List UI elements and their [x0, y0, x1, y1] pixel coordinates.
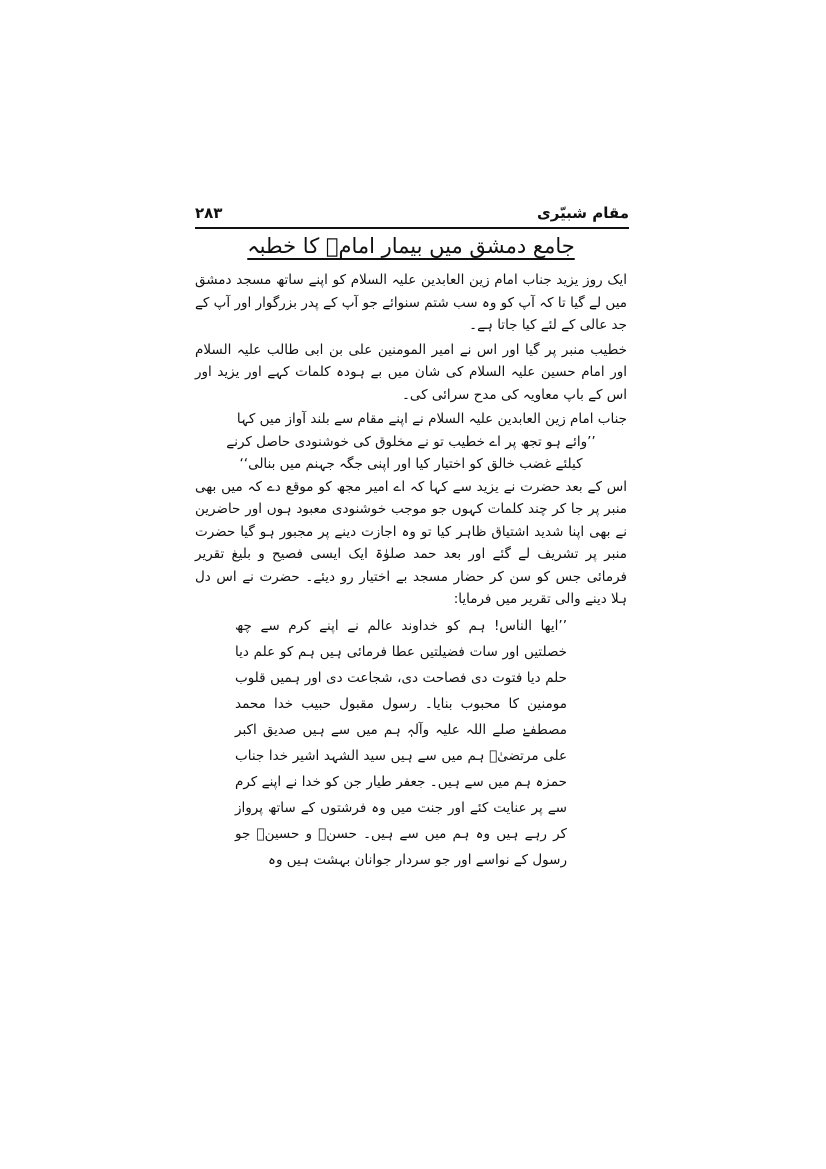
paragraph: خطیب منبر پر گیا اور اس نے امیر المومنین علی بن ابی طالب علیہ السلام اور امام حسین علیہ السلام کی شان میں بے ہودہ کلمات کہے اور یزید اور اس کے باپ معاویہ کی مدح سرائی کی۔: [195, 341, 627, 403]
saying-line: ’’وائے ہو تجھ پر اے خطیب تو نے مخلوق کی خوشنودی حاصل کرنے: [226, 433, 596, 450]
chapter-title: [195, 231, 627, 261]
saying-line: کیلئے غضب خالق کو اختیار کیا اور اپنی جگہ جہنم میں بنالی‘‘: [239, 456, 583, 472]
chapter-title-text: جامع دمشق میں بیمار امامؑ کا خطبہ: [247, 234, 575, 258]
paragraph: جناب امام زین العابدین علیہ السلام نے اپنے مقام سے بلند آواز میں کہا: [236, 411, 627, 427]
page-body: [195, 231, 627, 873]
paragraph: ایک روز یزید جناب امام زین العابدین علیہ السلام کو اپنے ساتھ مسجد دمشق میں لے گیا تا کہ آپ کو وہ سب شتم سنوائے جو آپ کے پدر بزرگوار اور آپ کے جد عالی کے لئے کیا جاتا ہے۔: [195, 272, 627, 333]
header-rule: [195, 227, 629, 229]
paragraph: اس کے بعد حضرت نے یزید سے کہا کہ اے امیر مجھ کو موقع دے کہ میں بھی منبر پر جا کر چند کلمات کہوں جو موجب خوشنودی معبود ہوں اور حاضرین نے بھی اپنا شدید اشتیاق ظاہر کیا تو وہ اجازت دینے پر مجبور ہو گیا حضرت منبر پر تشریف لے گئے اور بعد حمد صلوٰۃ ایک ایسی فصیح و بلیغ تقریر فرمائی جس کو سن کر حضار مسجد بے اختیار رو دیئے۔ حضرت نے اس دل ہلا دینے والی تقریر میں فرمایا:: [195, 478, 627, 607]
book-title: مقام شبیّری: [536, 204, 629, 222]
quoted-saying: [195, 431, 627, 476]
running-header: [195, 203, 629, 225]
sermon-quote: ’’ایھا الناس! ہم کو خداوند عالم نے اپنے کرم سے چھ خصلتیں اور سات فضیلتیں عطا فرمائی ہیں ہم کو علم دیا حلم دیا فتوت دی فصاحت دی، شجاعت دی اور ہمیں قلوب مومنین کا محبوب بنایا۔ رسول مقبول حبیب خدا محمد مصطفےٰ صلے اللہ علیہ وآلہٖ ہم میں سے ہیں صدیق اکبر علی مرتضیٰؑ ہم میں سے ہیں سید الشہد اشیر خدا جناب حمزہ ہم میں سے ہیں۔ جعفر طیار جن کو خدا نے اپنے کرم سے پر عنایت کئے اور جنت میں وہ فرشتوں کے ساتھ پرواز کر رہے ہیں وہ ہم میں سے ہیں۔ حسنؑ و حسینؑ جو رسول کے نواسے اور جو سردار جوانان بہشت ہیں وہ: [235, 617, 567, 868]
page-number: ۲۸۳: [195, 204, 223, 222]
